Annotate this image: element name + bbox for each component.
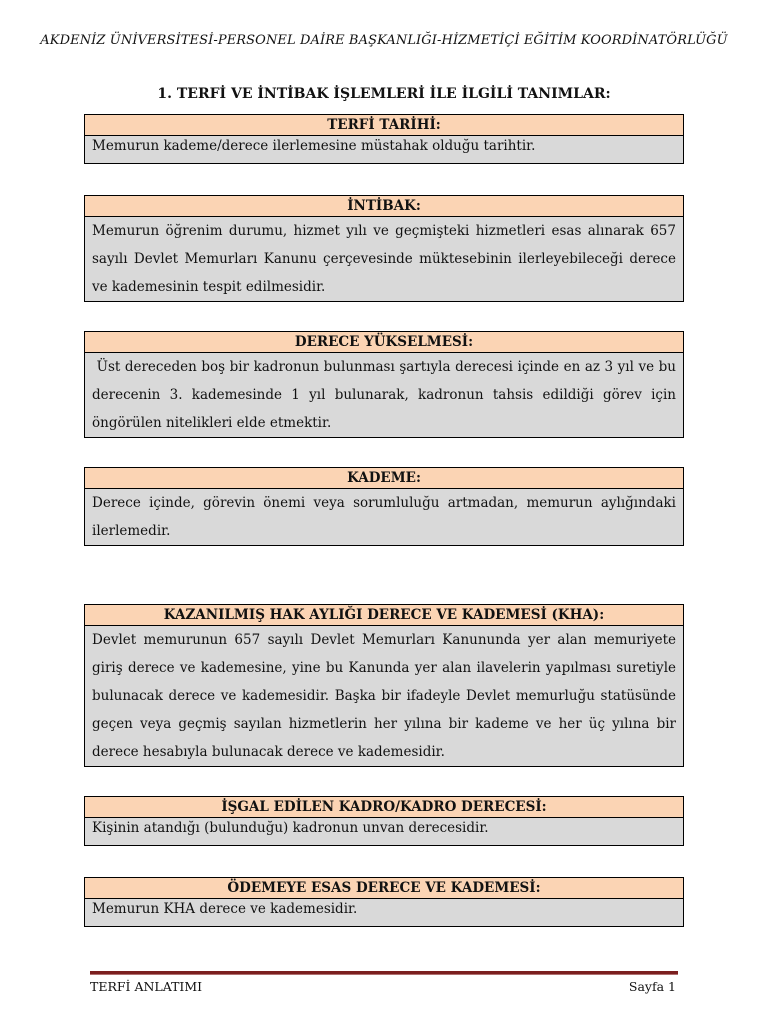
definition-body: Üst dereceden boş bir kadronun bulunması şartıyla derecesi içinde en az 3 yıl ve bu derecenin 3. kademesinde 1 yıl bulunarak, kadronun tahsis edildiği görev için öngörülen nitelikleri elde etmektir. [85,353,683,437]
definition-odemeye-esas [84,877,684,927]
definition-title: KADEME: [85,468,683,489]
definition-body: Devlet memurunun 657 sayılı Devlet Memurları Kanununda yer alan memuriyete giriş derece ve kademesine, yine bu Kanunda yer alan ilavelerin yapılması suretiyle bulunacak derece ve kademesidir. Başka bir ifadeyle Devlet memurluğu statüsünde geçen veya geçmiş sayılan hizmetlerin her yılına bir kademe ve her üç yılına bir derece hesabıyla bulunacak derece ve kademesidir. [85,626,683,766]
definition-title: DERECE YÜKSELMESİ: [85,332,683,353]
definition-isgal-edilen-kadro [84,796,684,846]
definition-body: Memurun öğrenim durumu, hizmet yılı ve geçmişteki hizmetleri esas alınarak 657 sayılı Devlet Memurları Kanunu çerçevesinde müktesebinin ilerleyebileceği derece ve kademesinin tespit edilmesidir. [85,217,683,301]
definition-title: KAZANILMIŞ HAK AYLIĞI DERECE VE KADEMESİ (KHA): [85,605,683,626]
definition-body: Memurun KHA derece ve kademesidir. [85,899,683,926]
definition-terfi-tarihi [84,114,684,164]
definition-title: İNTİBAK: [85,196,683,217]
definition-derece-yukselmesi [84,331,684,438]
definition-body: Derece içinde, görevin önemi veya sorumluluğu artmadan, memurun aylığındaki ilerlemedir. [85,489,683,545]
definition-title: TERFİ TARİHİ: [85,115,683,136]
definition-intibak [84,195,684,302]
definition-kha [84,604,684,767]
definition-title: ÖDEMEYE ESAS DERECE VE KADEMESİ: [85,878,683,899]
footer-document-title: TERFİ ANLATIMI [90,979,203,994]
definition-kademe [84,467,684,546]
footer-divider-shadow [90,974,678,975]
page-header: AKDENİZ ÜNİVERSİTESİ-PERSONEL DAİRE BAŞKANLIĞI-HİZMETİÇİ EĞİTİM KOORDİNATÖRLÜĞÜ [40,33,728,48]
footer-page-number: Sayfa 1 [628,979,676,994]
definition-body: Kişinin atandığı (bulunduğu) kadronun unvan derecesidir. [85,818,683,845]
definition-body: Memurun kademe/derece ilerlemesine müstahak olduğu tarihtir. [85,136,683,163]
section-title: 1. TERFİ VE İNTİBAK İŞLEMLERİ İLE İLGİLİ TANIMLAR: [157,86,611,102]
definition-title: İŞGAL EDİLEN KADRO/KADRO DERECESİ: [85,797,683,818]
